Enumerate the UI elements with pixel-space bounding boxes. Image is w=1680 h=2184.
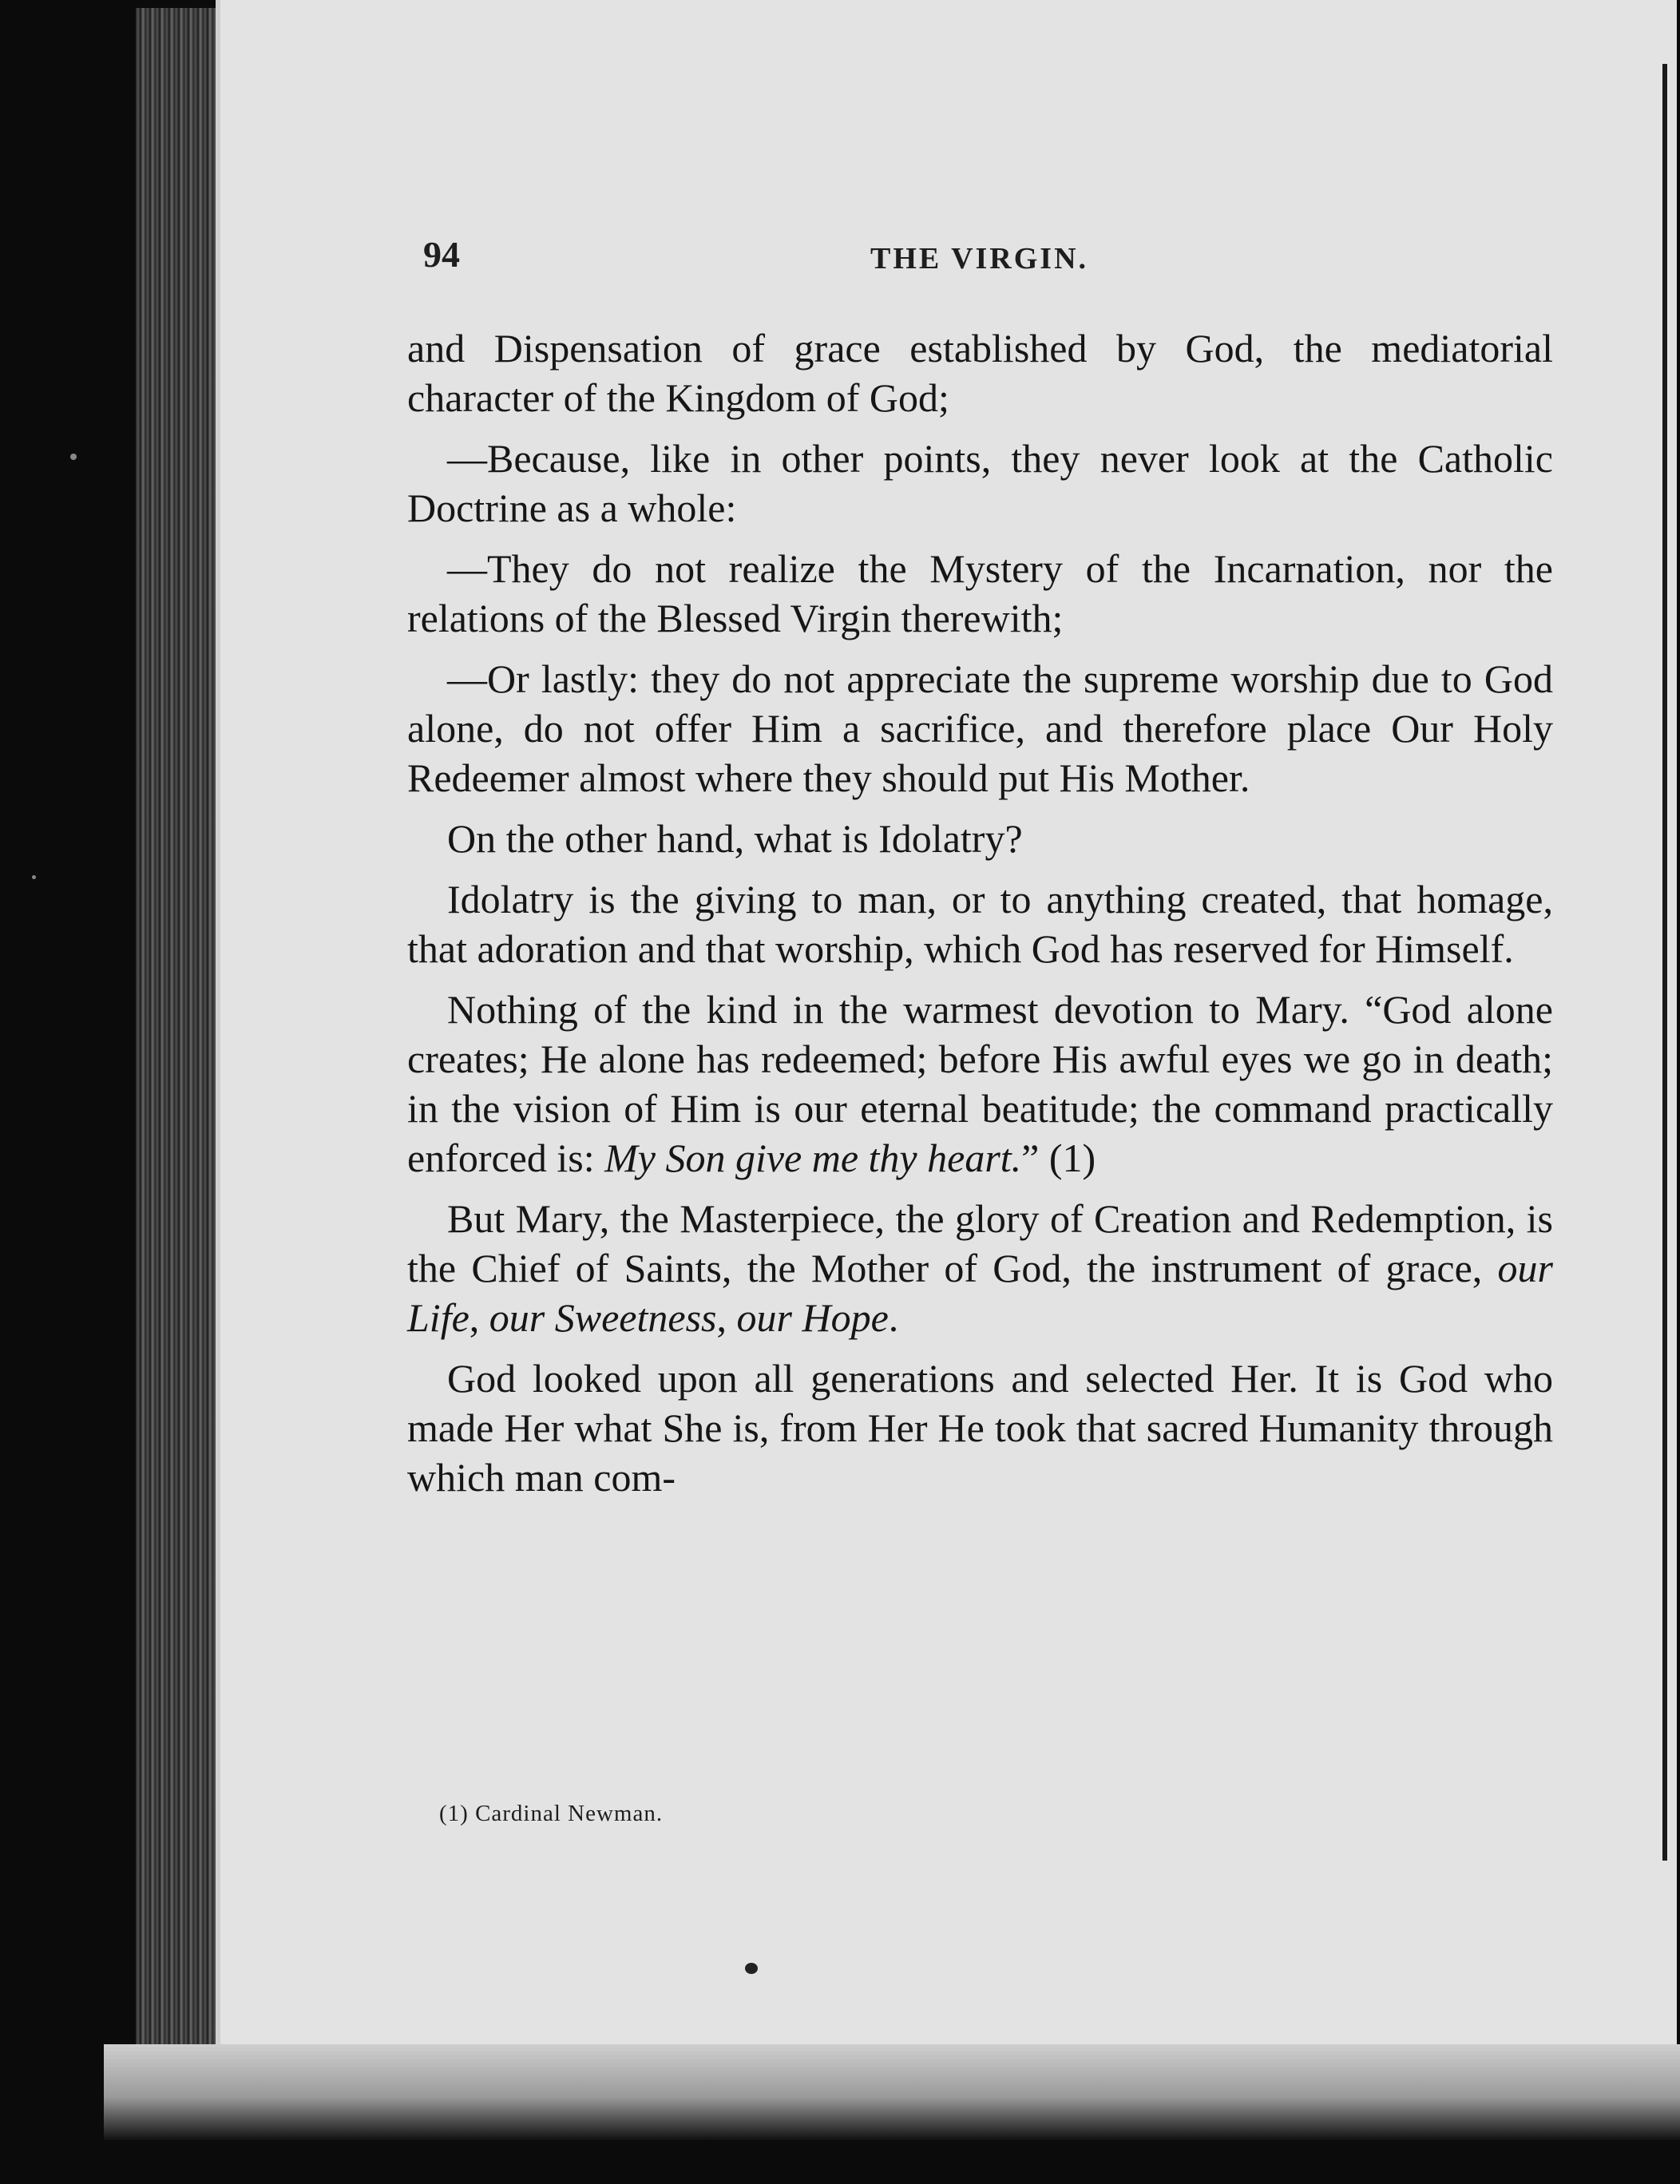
scan-speck-2 <box>32 875 36 879</box>
paragraph-9: God looked upon all generations and selected Her. It is God who made Her what She is, from Her He took that sacred Humanity through which man com- <box>407 1356 1553 1500</box>
paragraph-8-italic-sweetness: our Sweetness <box>489 1295 717 1340</box>
paragraph-4: —Or lastly: they do not appreciate the supreme worship due to God alone, do not offer Him a sacrifice, and therefore place Our Holy Redeemer almost where they should put His Mother. <box>407 656 1553 800</box>
paragraph-7 <box>407 985 1553 1183</box>
page-bottom-edge <box>104 2044 1680 2140</box>
page-right-edge <box>1662 64 1667 1861</box>
paragraph-7-end: ” (1) <box>1021 1136 1096 1180</box>
paragraph-1: and Dispensation of grace established by God, the mediatorial character of the Kingdom of God; <box>407 326 1553 420</box>
paragraph-7-italic-quote: My Son give me thy heart. <box>604 1136 1022 1180</box>
paragraph-8-sep-1: , <box>469 1295 489 1340</box>
paragraph-8-end: . <box>888 1295 899 1340</box>
paragraph-8-italic-life: our Life <box>407 1246 1553 1340</box>
body-text <box>407 323 1553 1513</box>
paragraph-8-text: But Mary, the Masterpiece, the glory of Creation and Redemption, is the Chief of Saints, the Mother of God, the instrument of grace, <box>407 1196 1553 1290</box>
running-head <box>423 233 1525 281</box>
paragraph-5-question: On the other hand, what is Idolatry? <box>447 816 1023 861</box>
page-number: 94 <box>423 234 460 275</box>
scan-speck-1 <box>70 454 77 460</box>
paragraph-8-sep-2: , <box>716 1295 737 1340</box>
paragraph-7-text: Nothing of the kind in the warmest devotion to Mary. “God alone creates; He alone has redeemed; before His awful eyes we go in death; in the vision of Him is our eternal beatitude; the command practically enforced is: <box>407 987 1553 1180</box>
paragraph-2: —Because, like in other points, they never look at the Catholic Doctrine as a whole: <box>407 436 1553 530</box>
running-title: THE VIRGIN. <box>870 242 1089 275</box>
scan-dot-mark <box>745 1963 758 1974</box>
paragraph-6: Idolatry is the giving to man, or to anything created, that homage, that adoration and that worship, which God has reserved for Himself. <box>407 877 1553 971</box>
paragraph-3: —They do not realize the Mystery of the Incarnation, nor the relations of the Blessed Virgin therewith; <box>407 546 1553 640</box>
paragraph-8 <box>407 1194 1553 1342</box>
footnote: (1) Cardinal Newman. <box>439 1801 664 1826</box>
paragraph-8-italic-hope: our Hope <box>736 1295 889 1340</box>
book-spine-edge <box>136 8 228 2092</box>
